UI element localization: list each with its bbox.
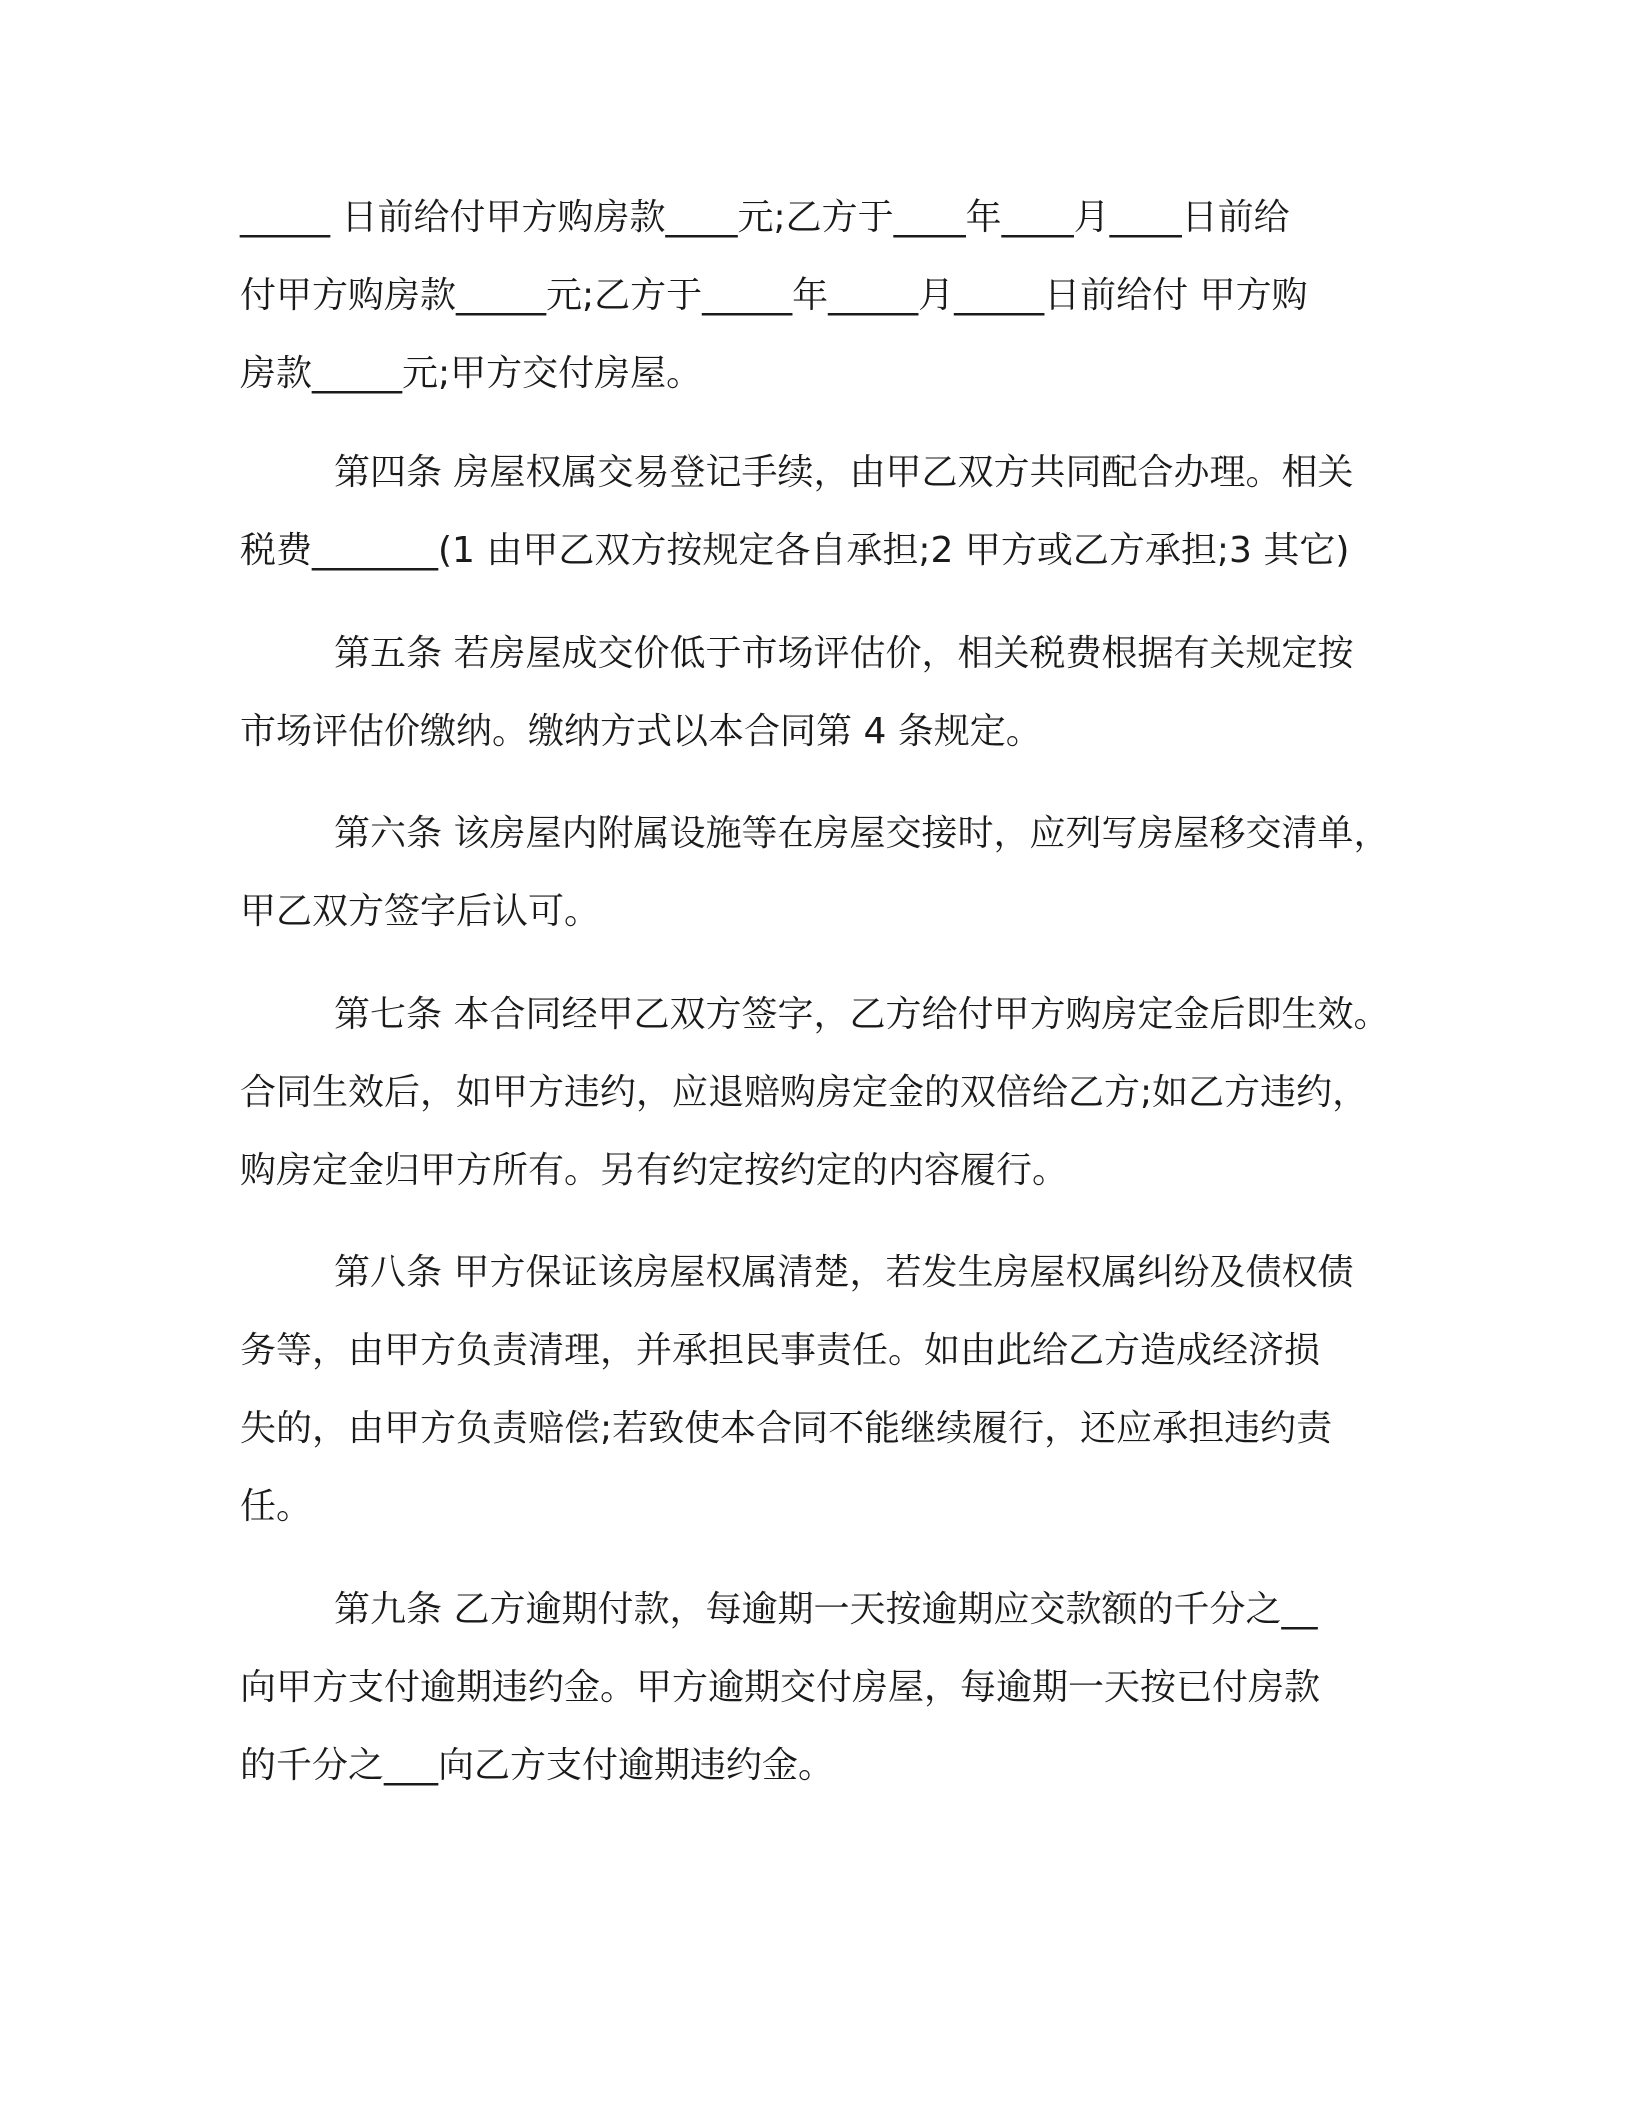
text-line: 市场评估价缴纳。缴纳方式以本合同第 4 条规定。 [240,711,1042,752]
text-line: 务等，由甲方负责清理，并承担民事责任。如由此给乙方造成经济损 [240,1330,1321,1371]
text-line: 失的，由甲方负责赔偿;若致使本合同不能继续履行，还应承担违约责 [240,1408,1333,1449]
article-7-heading-line: 第七条 本合同经甲乙双方签字，乙方给付甲方购房定金后即生效。 [334,994,1390,1035]
text-line: 购房定金归甲方所有。另有约定按约定的内容履行。 [240,1150,1069,1191]
text-line: 的千分之___向乙方支付逾期违约金。 [240,1745,835,1786]
article-6-heading-line: 第六条 该房屋内附属设施等在房屋交接时，应列写房屋移交清单， [334,813,1390,854]
text-line: 付甲方购房款_____元;乙方于_____年_____月_____日前给付 甲方购 [240,275,1308,316]
text-line: 房款_____元;甲方交付房屋。 [240,353,703,394]
article-8-heading-line: 第八条 甲方保证该房屋权属清楚，若发生房屋权属纠纷及债权债 [334,1252,1354,1293]
article-5-heading-line: 第五条 若房屋成交价低于市场评估价，相关税费根据有关规定按 [334,633,1354,674]
text-line: _____ 日前给付甲方购房款____元;乙方于____年____月____日前给 [240,197,1290,238]
text-line: 合同生效后，如甲方违约，应退赔购房定金的双倍给乙方;如乙方违约， [240,1072,1369,1113]
text-line: 甲乙双方签字后认可。 [240,891,601,932]
text-line: 向甲方支付逾期违约金。甲方逾期交付房屋，每逾期一天按已付房款 [240,1667,1321,1708]
text-line: 任。 [240,1486,313,1527]
article-9-heading-line: 第九条 乙方逾期付款，每逾期一天按逾期应交款额的千分之__ [334,1589,1318,1630]
text-line: 税费_______(1 由甲乙双方按规定各自承担;2 甲方或乙方承担;3 其它) [240,530,1350,571]
article-4-heading-line: 第四条 房屋权属交易登记手续，由甲乙双方共同配合办理。相关 [334,452,1354,493]
